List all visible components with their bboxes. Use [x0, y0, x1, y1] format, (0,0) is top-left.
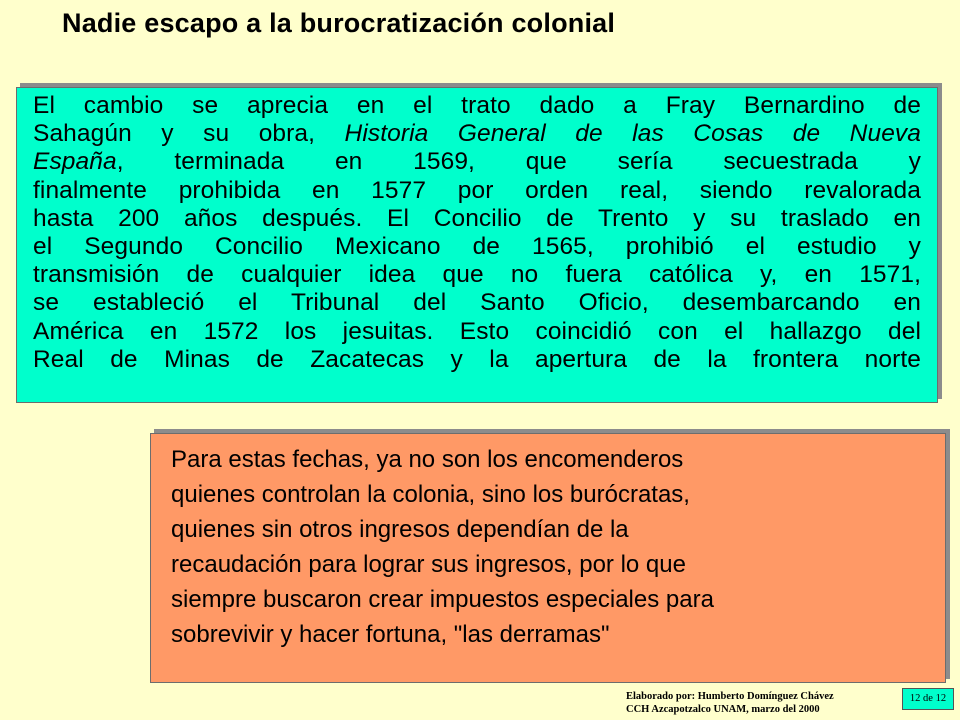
orange-box-paragraph [171, 442, 927, 652]
book-title-italic: Historia General de las Cosas de Nueva [344, 120, 921, 148]
credit-line-author: Elaborado por: Humberto Domínguez Chávez [626, 691, 834, 702]
green-line-2: Sahagún y su obra, Historia General de las Cosas de Nueva [33, 120, 921, 148]
green-line-10: Real de Minas de Zacatecas y la apertura de la frontera norte [33, 345, 921, 373]
orange-line-5: siempre buscaron crear impuestos especiales para [171, 586, 714, 613]
orange-line-2: quienes controlan la colonia, sino los burócratas, [171, 481, 690, 508]
author-credit [626, 690, 834, 716]
green-line-6: el Segundo Concilio Mexicano de 1565, prohibió el estudio y [33, 233, 921, 261]
page-counter-button[interactable]: 12 de 12 [902, 688, 954, 710]
slide-title: Nadie escapo a la burocratización colonial [62, 8, 616, 38]
orange-line-4: recaudación para lograr sus ingresos, por lo que [171, 551, 686, 578]
green-line-7: transmisión de cualquier idea que no fuera católica y, en 1571, [33, 261, 921, 289]
green-line-3: España, terminada en 1569, que sería secuestrada y [33, 148, 921, 176]
green-line-4: finalmente prohibida en 1577 por orden real, siendo revalorada [33, 176, 921, 204]
orange-line-3: quienes sin otros ingresos dependían de la [171, 516, 629, 543]
green-line-8: se estableció el Tribunal del Santo Oficio, desembarcando en [33, 289, 921, 317]
orange-line-6: sobrevivir y hacer fortuna, "las derramas" [171, 621, 610, 648]
green-text-box [16, 87, 938, 403]
green-box-paragraph [33, 92, 921, 374]
green-line-5: hasta 200 años después. El Concilio de Trento y su traslado en [33, 204, 921, 232]
credit-line-institution: CCH Azcapotzalco UNAM, marzo del 2000 [626, 704, 820, 715]
orange-line-1: Para estas fechas, ya no son los encomenderos [171, 446, 684, 473]
book-title-italic-cont: España [33, 148, 117, 176]
green-line-1: El cambio se aprecia en el trato dado a Fray Bernardino de [33, 92, 921, 119]
green-line-9: América en 1572 los jesuitas. Esto coincidió con el hallazgo del [33, 317, 921, 345]
orange-text-box [150, 433, 946, 683]
